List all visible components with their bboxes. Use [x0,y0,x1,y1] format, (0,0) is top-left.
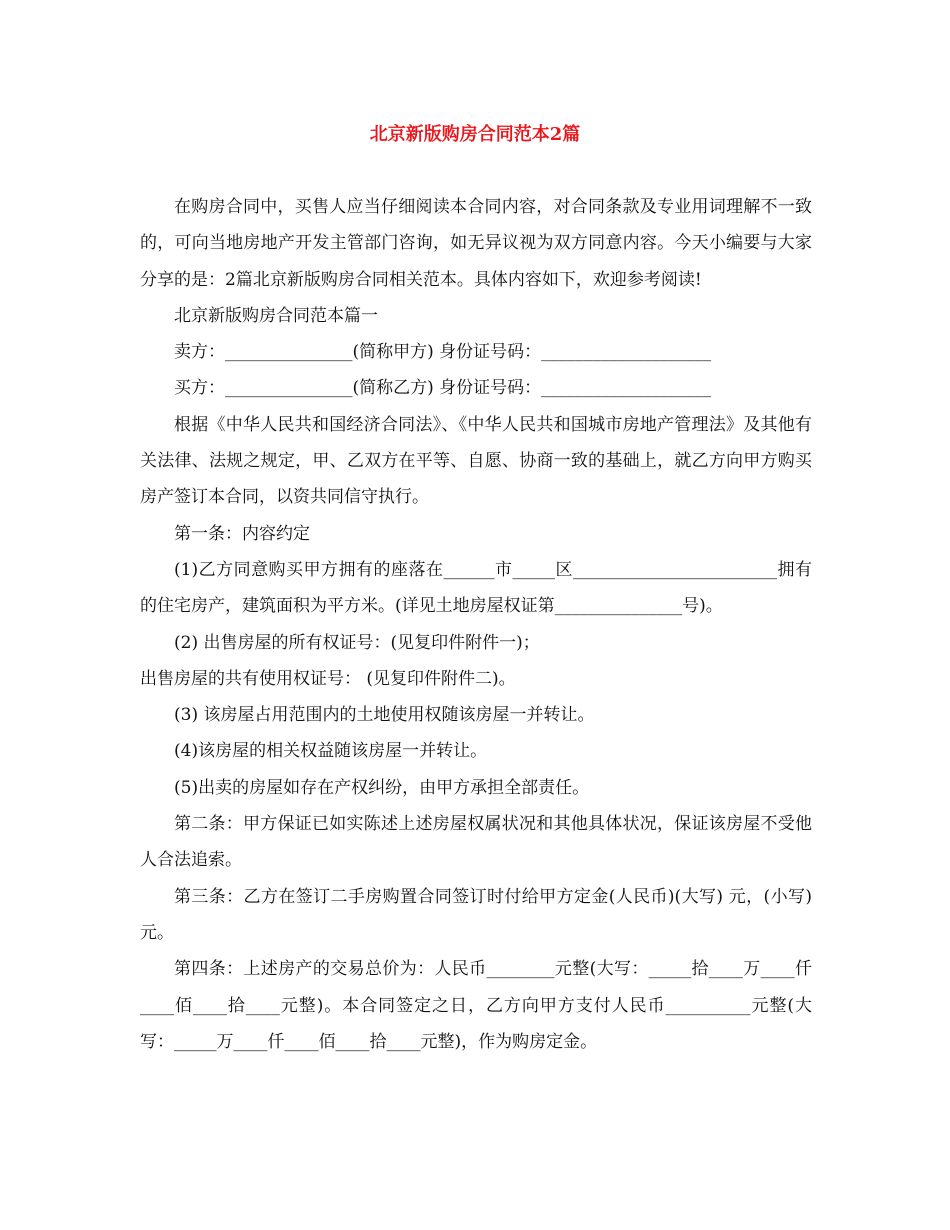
clause-2-continued: 出售房屋的共有使用权证号： (见复印件附件二)。 [140,668,516,689]
clause-3: (3) 该房屋占用范围内的土地使用权随该房屋一并转让。 [174,705,595,726]
clause-2: (2) 出售房屋的所有权证号：(见复印件附件一)； [174,632,540,653]
article-4: 第四条：上述房产的交易总价为：人民币________元整(大写：_____拾____万____仟____佰____拾____元整)。本合同签定之日，乙方向甲方支付人民币__________元整(大写：_____万____仟____佰____拾____元整)，作为购房定金。 [140,959,812,1052]
clause-4: (4)该房屋的相关权益随该房屋一并转让。 [174,741,488,762]
article-3: 第三条：乙方在签订二手房购置合同签订时付给甲方定金(人民币)(大写) 元，(小写) 元。 [140,886,812,943]
document-title: 北京新版购房合同范本2篇 [369,124,581,145]
clause-5: (5)出卖的房屋如存在产权纠纷，由甲方承担全部责任。 [174,777,590,798]
article-1-heading: 第一条：内容约定 [174,523,310,544]
intro-paragraph: 在购房合同中，买售人应当仔细阅读本合同内容，对合同条款及专业用词理解不一致的，可向当地房地产开发主管部门咨询，如无异议视为双方同意内容。今天小编要与大家分享的是：2篇北京新版购房合同相关范本。具体内容如下，欢迎参考阅读! [140,197,812,290]
buyer-line: 买方：_______________(简称乙方) 身份证号码：____________________ [174,378,712,399]
legal-basis-paragraph: 根据《中华人民共和国经济合同法》、《中华人民共和国城市房地产管理法》及其他有关法律、法规之规定，甲、乙双方在平等、自愿、协商一致的基础上，就乙方向甲方购买房产签订本合同，以资共同信守执行。 [140,414,812,508]
seller-line: 卖方：_______________(简称甲方) 身份证号码：____________________ [174,342,712,363]
clause-1: (1)乙方同意购买甲方拥有的座落在______市_____区________________________拥有的住宅房产，建筑面积为平方米。(详见土地房屋权证第_______________号)。 [140,559,812,617]
section-heading: 北京新版购房合同范本篇一 [174,305,378,326]
article-2: 第二条：甲方保证已如实陈述上述房屋权属状况和其他具体状况，保证该房屋不受他人合法追索。 [140,814,812,871]
document-body [140,189,812,1060]
